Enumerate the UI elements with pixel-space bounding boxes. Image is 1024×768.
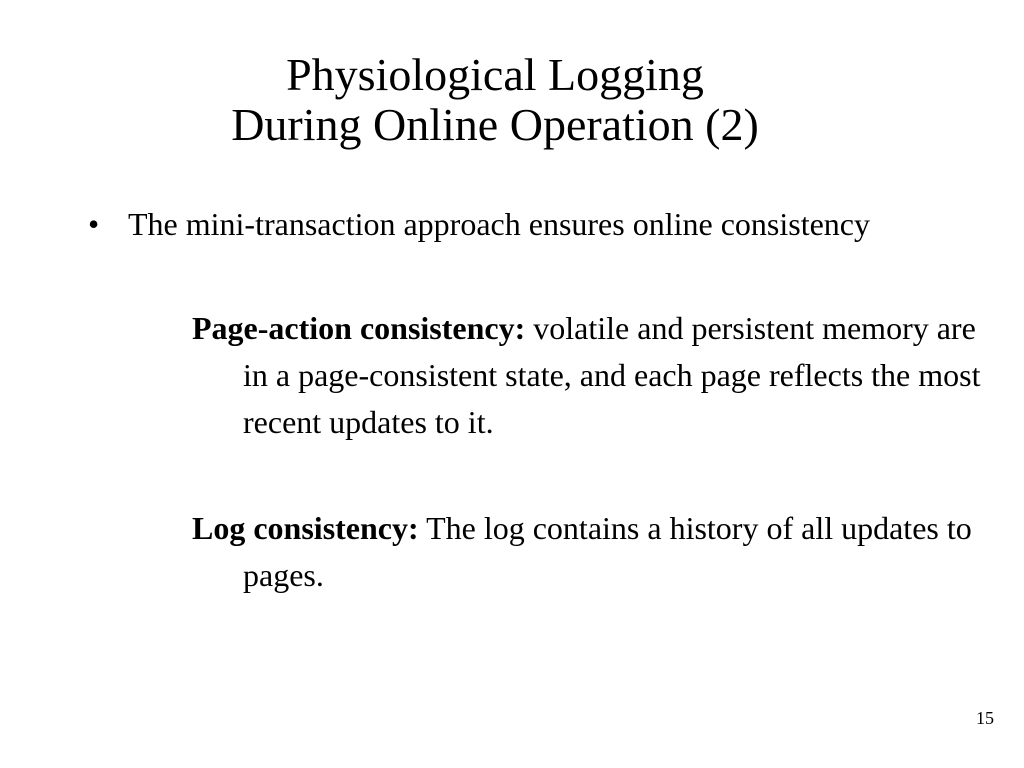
definition-text: The log contains a history of all updates to pages. <box>243 510 972 593</box>
definition-term: Page-action consistency: <box>192 310 526 346</box>
page-number: 15 <box>976 708 994 728</box>
definition-text: volatile and persistent memory are in a page-consistent state, and each page reflects the most recent updates to it. <box>243 310 981 440</box>
slide-title <box>0 50 990 150</box>
bullet-item <box>88 201 888 248</box>
definition-log-consistency <box>192 505 1003 599</box>
slide-title-line-2: During Online Operation (2) <box>231 99 759 150</box>
slide-title-line-1: Physiological Logging <box>286 49 704 100</box>
bullet-text: The mini-transaction approach ensures online consistency <box>128 206 870 242</box>
definition-term: Log consistency: <box>192 510 419 546</box>
bullet-marker: • <box>88 206 100 242</box>
definition-page-action-consistency <box>192 305 1003 446</box>
